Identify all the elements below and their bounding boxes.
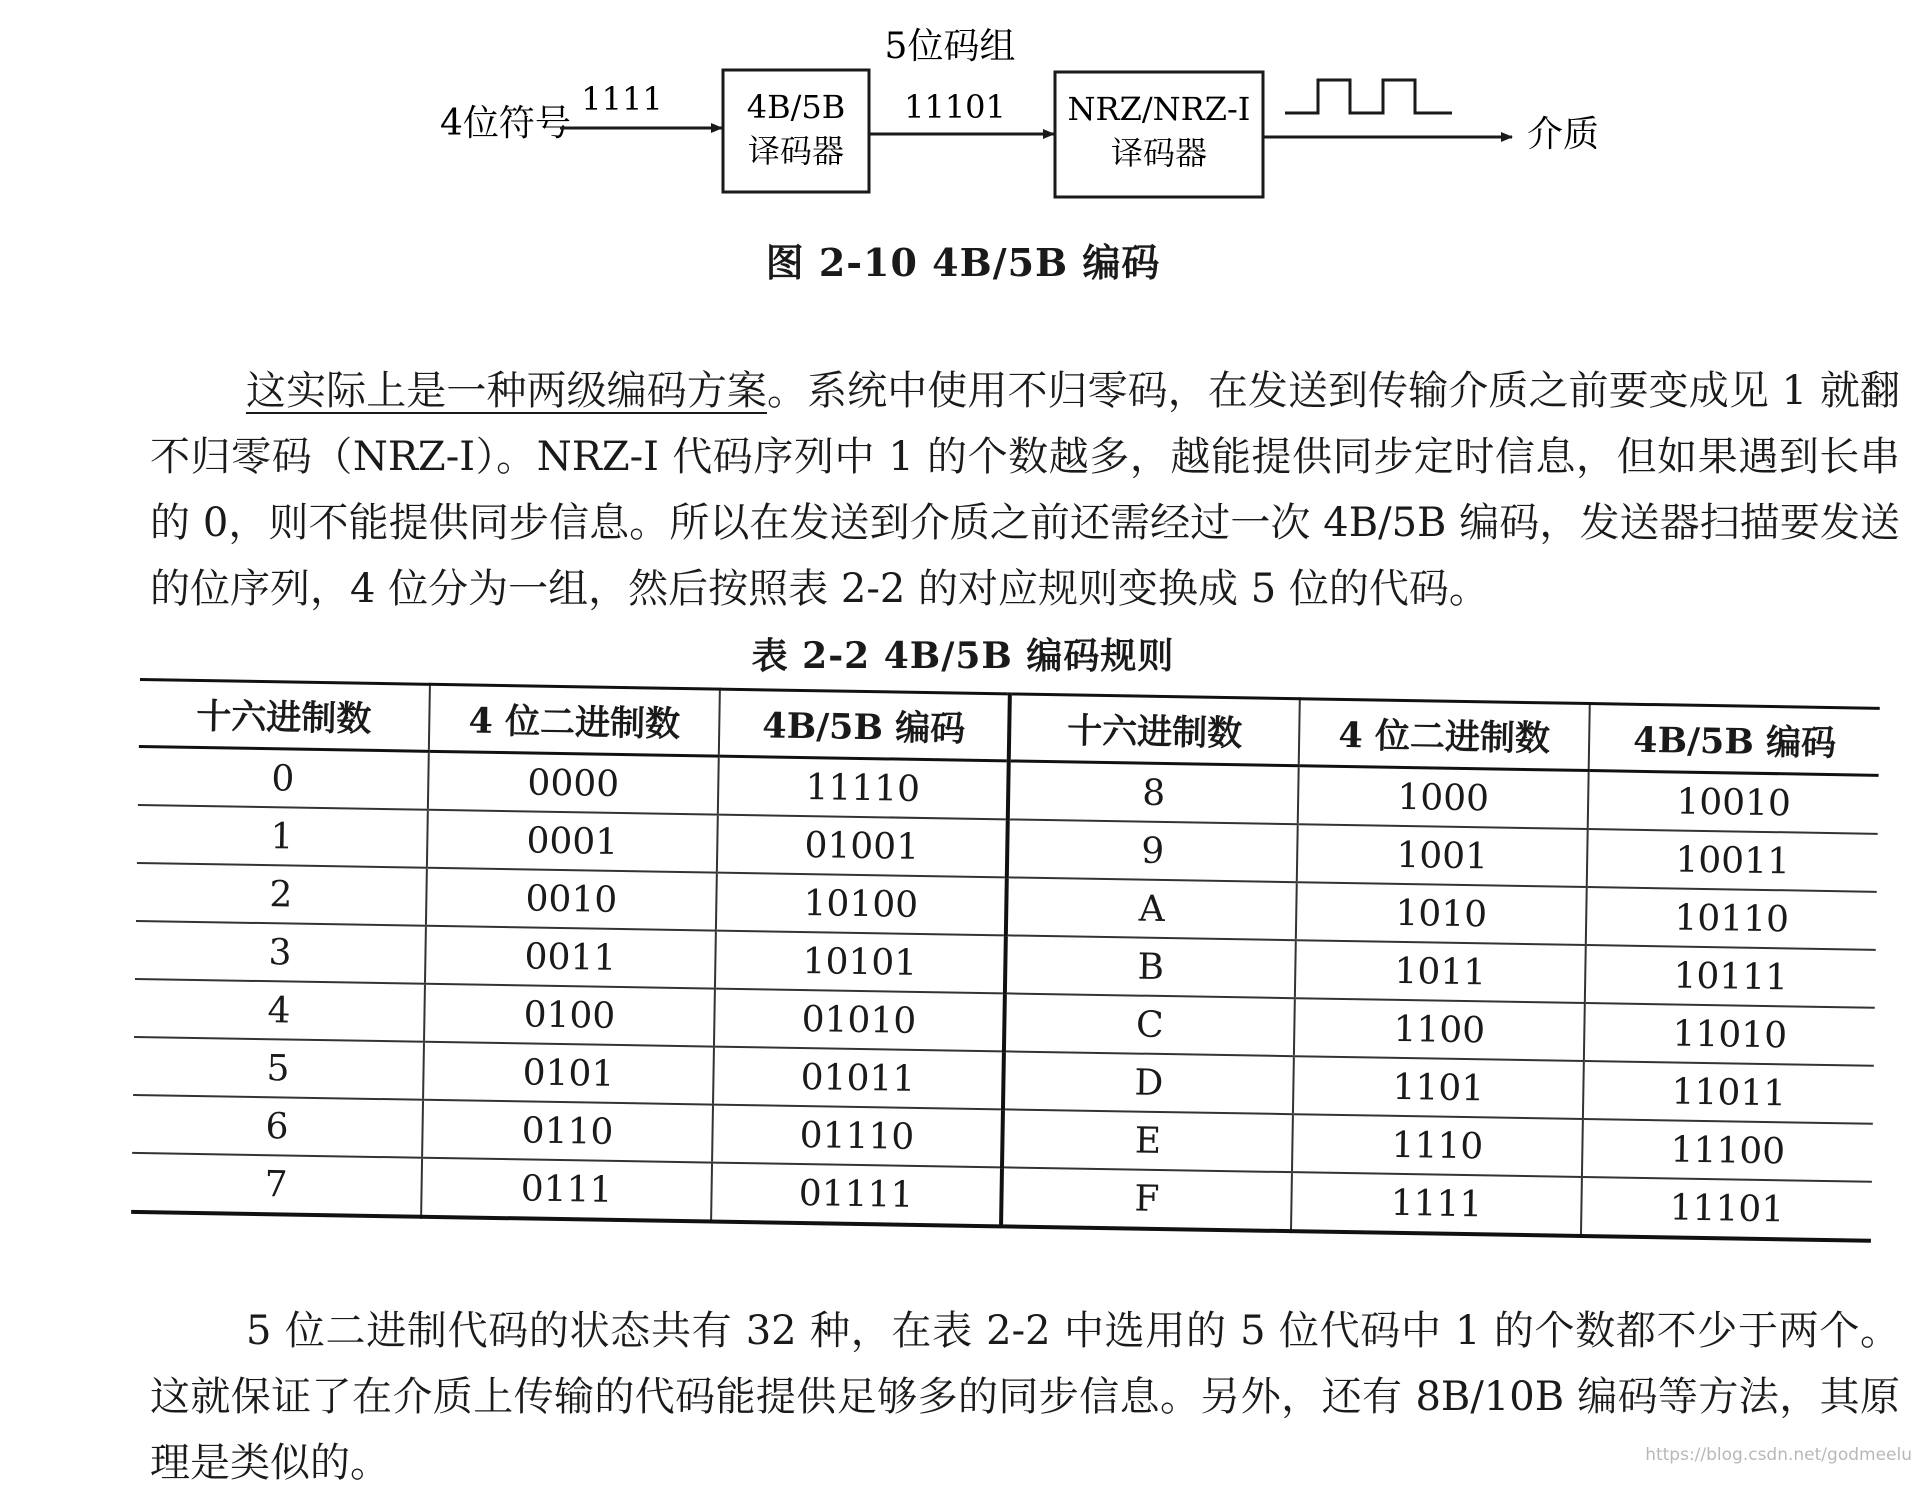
table-cell: 0100 [424, 984, 715, 1047]
table-cell: E [1002, 1109, 1293, 1172]
table-cell: 01111 [711, 1163, 1002, 1227]
table-cell: 01001 [717, 815, 1008, 878]
table-cell: 1100 [1294, 998, 1585, 1061]
table-cell: 1001 [1297, 824, 1588, 887]
table-cell: F [1001, 1167, 1292, 1231]
header-code: 4B/5B 编码 [719, 689, 1010, 761]
square-wave-icon [1285, 80, 1452, 113]
table-cell: 01011 [713, 1047, 1004, 1110]
table-cell: 11011 [1583, 1061, 1874, 1124]
table-cell: 0001 [427, 810, 718, 873]
table-cell: 0011 [425, 926, 716, 989]
table-cell: 11100 [1582, 1119, 1873, 1182]
table-cell: 0000 [428, 751, 719, 814]
paragraph-1-lead: 这实际上是一种两级编码方案 [246, 368, 767, 414]
table-cell: 1011 [1295, 940, 1586, 1003]
table-cell: 10010 [1588, 771, 1879, 834]
table-cell: 11110 [718, 756, 1009, 819]
table-cell: 10110 [1586, 887, 1877, 950]
table-cell: 10011 [1587, 829, 1878, 892]
table-caption: 表 2-2 4B/5B 编码规则 [751, 635, 1175, 677]
header-hex: 十六进制数 [139, 679, 430, 751]
watermark: https://blog.csdn.net/godmeelu [1645, 1445, 1912, 1465]
table-cell: 10101 [715, 931, 1006, 994]
header-code: 4B/5B 编码 [1589, 704, 1880, 776]
table-cell: 1101 [1293, 1056, 1584, 1119]
paragraph-1 [150, 358, 1900, 622]
table-cell: 5 [133, 1037, 424, 1100]
table-cell: 9 [1007, 819, 1298, 882]
header-hex: 十六进制数 [1009, 694, 1300, 766]
group-value: 11101 [904, 88, 1006, 126]
table-cell: 6 [132, 1095, 423, 1158]
table-cell: 0010 [426, 868, 717, 931]
figure-caption: 图 2-10 4B/5B 编码 [765, 240, 1161, 285]
table-cell: 10111 [1585, 945, 1876, 1008]
table-cell: 10100 [716, 873, 1007, 936]
table-cell: 1110 [1292, 1114, 1583, 1177]
input-label: 4位符号 [440, 103, 571, 144]
table-cell: C [1004, 993, 1295, 1056]
header-binary: 4 位二进制数 [1299, 699, 1590, 771]
table-cell: 3 [135, 921, 426, 984]
table-cell: 1 [137, 805, 428, 868]
table-cell: 1000 [1298, 766, 1589, 829]
paragraph-2: 5 位二进制代码的状态共有 32 种，在表 2-2 中选用的 5 位代码中 1 的个数都不少于两个。这就保证了在介质上传输的代码能提供足够多的同步信息。另外，还有 8B/10B 编码等方法，其原理是类似的。 [150, 1308, 1900, 1486]
table-cell: D [1003, 1051, 1294, 1114]
table-cell: 11010 [1584, 1003, 1875, 1066]
table-cell: 2 [136, 863, 427, 926]
nrz-sub: 译码器 [1110, 134, 1208, 172]
table-cell: 01010 [714, 989, 1005, 1052]
table-cell: 4 [134, 979, 425, 1042]
encoder-sub: 译码器 [747, 132, 845, 170]
input-value: 1111 [581, 80, 663, 118]
table-cell: 0110 [422, 1100, 713, 1163]
table-cell: B [1005, 935, 1296, 998]
table-cell: 1111 [1291, 1172, 1582, 1236]
output-label: 介质 [1527, 114, 1600, 155]
table-cell: 8 [1008, 761, 1299, 824]
paragraph-1-text: 。系统中使用不归零码，在发送到传输介质之前要变成见 1 就翻不归零码（NRZ-I）。NRZ-I 代码序列中 1 的个数越多，越能提供同步定时信息，但如果遇到长串的 0，则不能提供同步信息。所以在发送到介质之前还需经过一次 4B/5B 编码，发送器扫描要发送的位序列，4 位分为一组，然后按照表 2-2 的对应规则变换成 5 位的代码。 [150, 368, 1901, 612]
nrz-label: NRZ/NRZ-I [1067, 90, 1251, 128]
encoder-label: 4B/5B [746, 88, 846, 126]
group-label: 5位码组 [884, 26, 1016, 67]
encoding-table [131, 678, 1880, 1243]
table-cell: 1010 [1296, 882, 1587, 945]
table-cell: 11101 [1581, 1177, 1872, 1241]
header-binary: 4 位二进制数 [429, 684, 720, 756]
table-cell: 01110 [712, 1105, 1003, 1168]
table-cell: 0111 [421, 1158, 712, 1222]
table-cell: 0 [138, 746, 429, 809]
table-container [131, 678, 1880, 1243]
table-cell: A [1006, 877, 1297, 940]
table-cell: 0101 [423, 1042, 714, 1105]
table-cell: 7 [131, 1153, 422, 1217]
